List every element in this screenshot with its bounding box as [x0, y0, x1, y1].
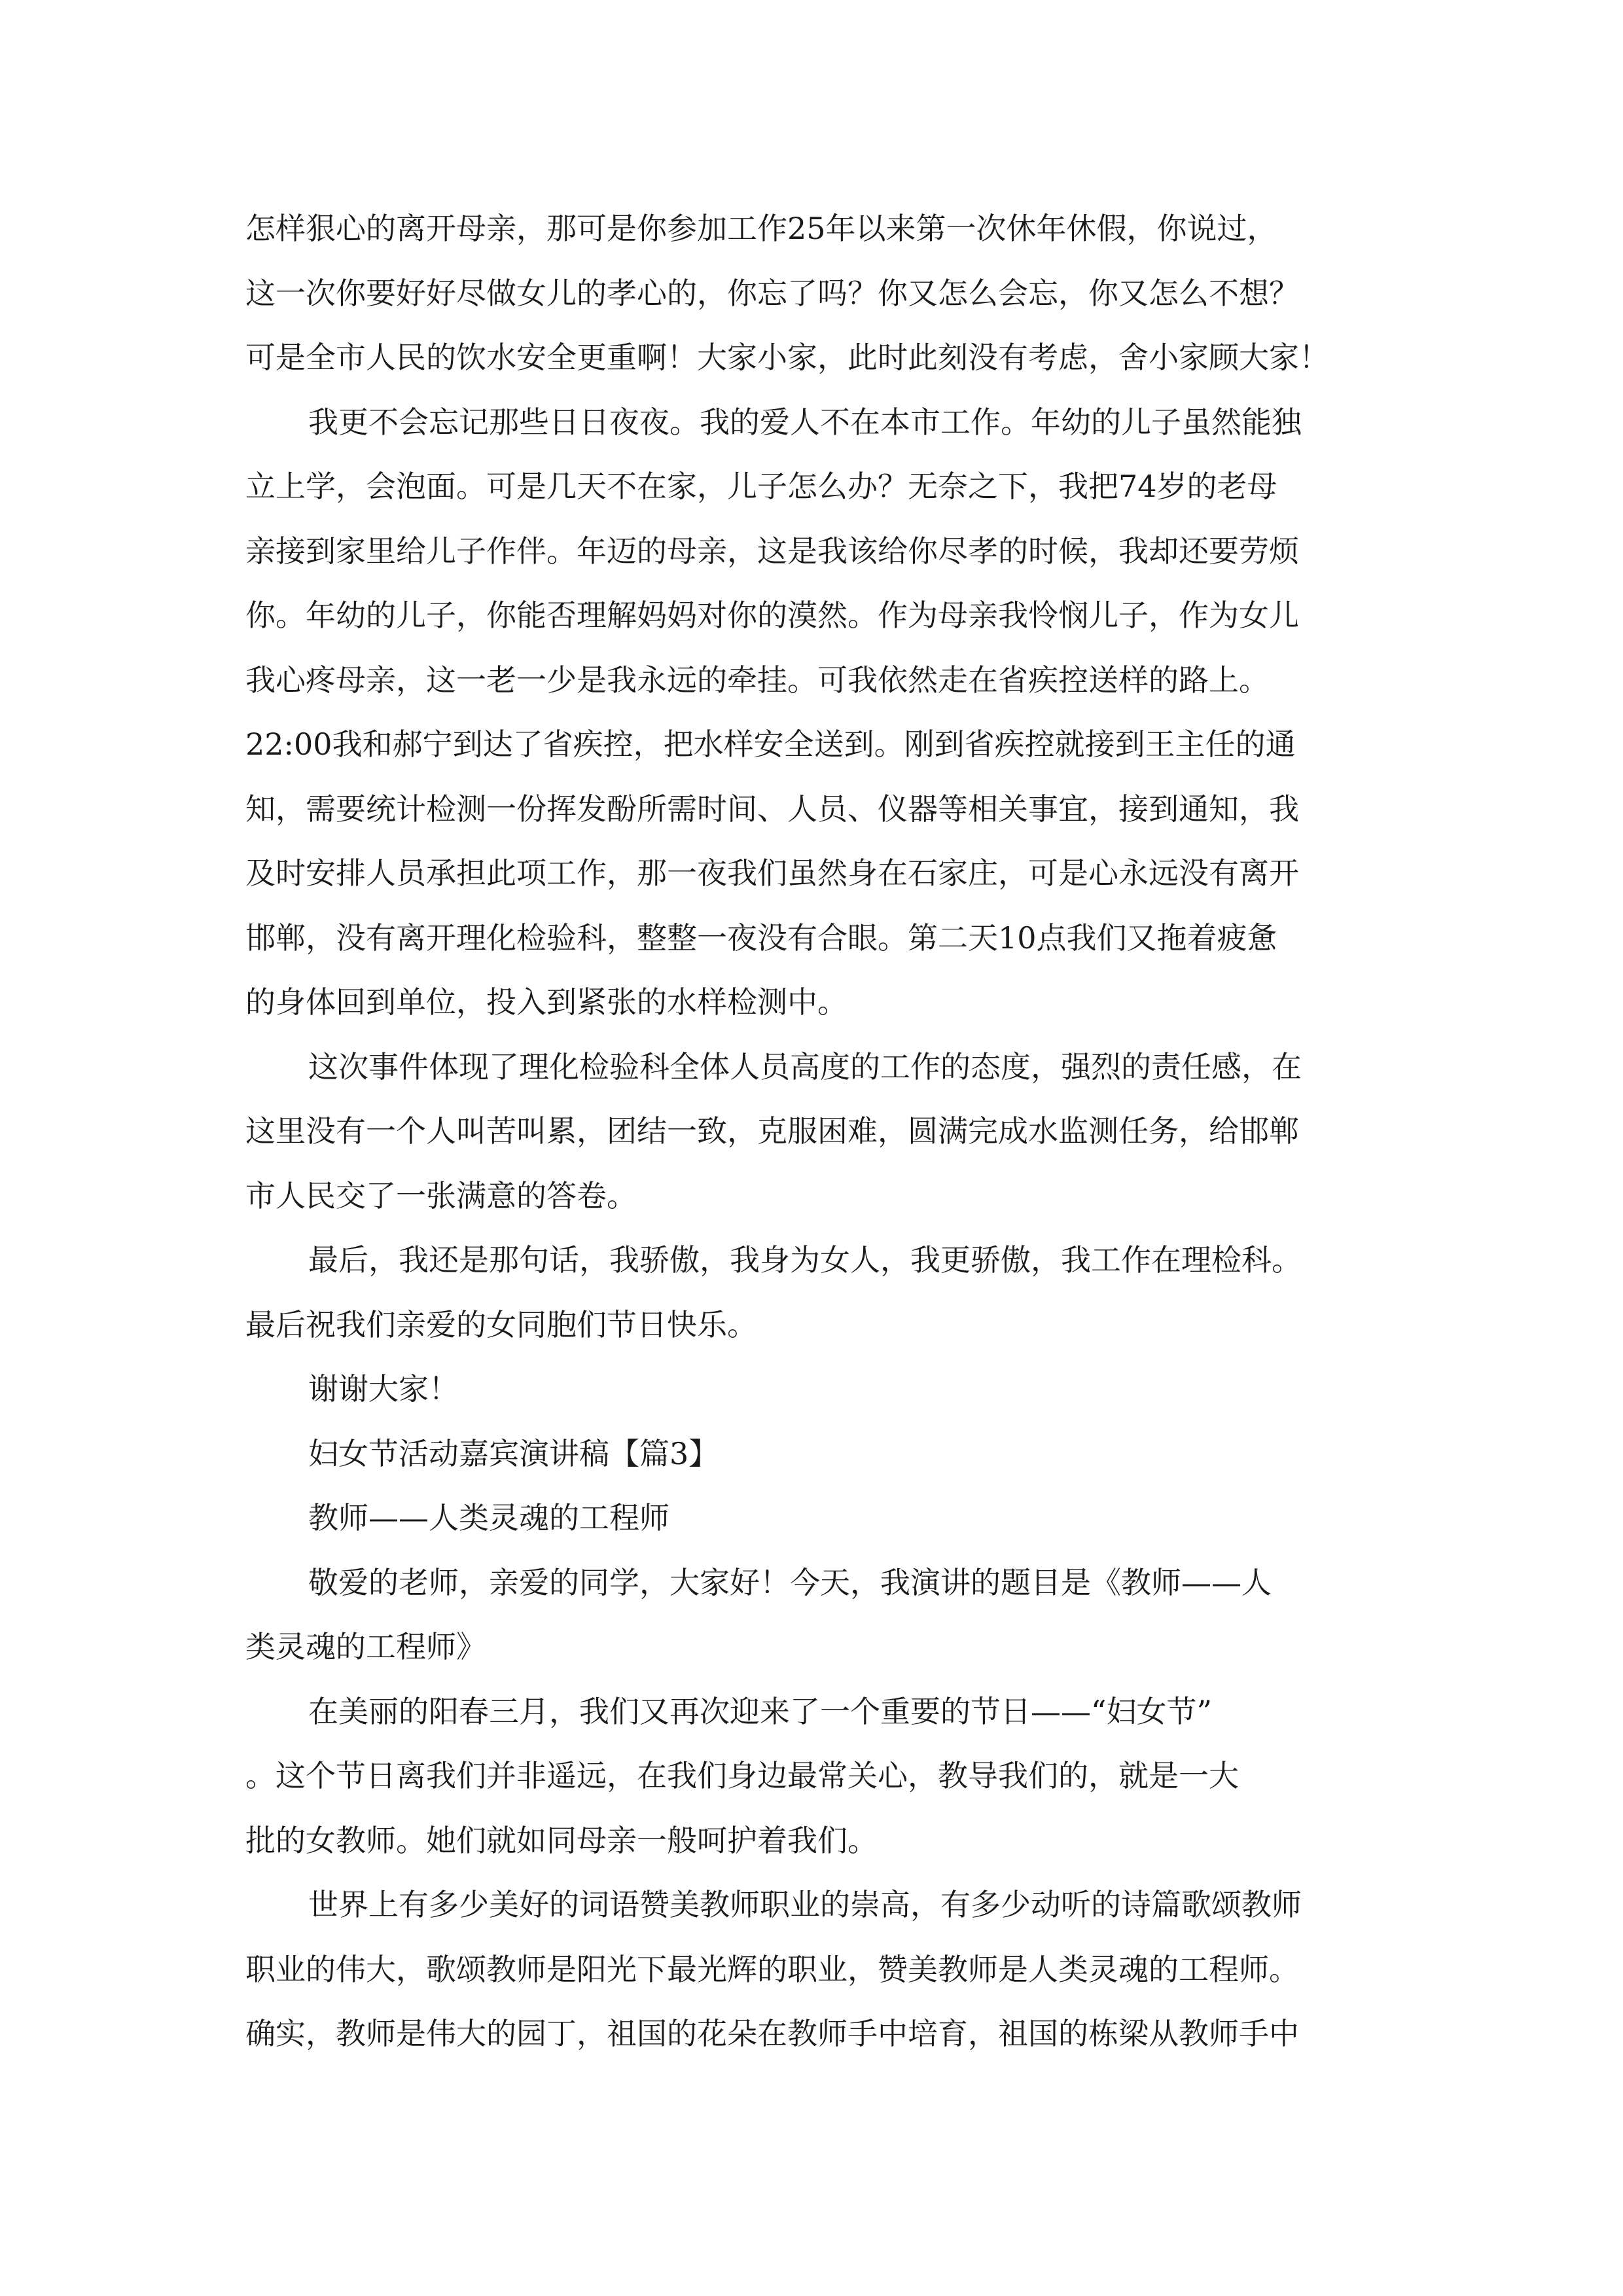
text-line: 你。年幼的儿子，你能否理解妈妈对你的漠然。作为母亲我怜悯儿子，作为女儿 — [245, 598, 1299, 633]
text-line: 批的女教师。她们就如同母亲一般呵护着我们。 — [245, 1822, 878, 1858]
text-line: 妇女节活动嘉宾演讲稿【篇3】 — [308, 1435, 719, 1471]
text-line: 怎样狠心的离开母亲，那可是你参加工作25年以来第一次休年休假，你说过， — [245, 211, 1277, 246]
text-line: 教师——人类灵魂的工程师 — [308, 1500, 669, 1535]
text-line: 我更不会忘记那些日日夜夜。我的爱人不在本市工作。年幼的儿子虽然能独 — [308, 404, 1302, 440]
text-line: 世界上有多少美好的词语赞美教师职业的崇高，有多少动听的诗篇歌颂教师 — [308, 1887, 1302, 1922]
text-line: 及时安排人员承担此项工作，那一夜我们虽然身在石家庄，可是心永远没有离开 — [245, 855, 1299, 891]
text-line: 知，需要统计检测一份挥发酚所需时间、人员、仪器等相关事宜，接到通知，我 — [245, 791, 1299, 827]
text-line: 最后祝我们亲爱的女同胞们节日快乐。 — [245, 1306, 757, 1342]
text-line: 职业的伟大，歌颂教师是阳光下最光辉的职业，赞美教师是人类灵魂的工程师。 — [245, 1951, 1299, 1987]
text-line: 。这个节日离我们并非遥远，在我们身边最常关心，教导我们的，就是一大 — [245, 1758, 1239, 1793]
text-line: 敬爱的老师，亲爱的同学，大家好！今天，我演讲的题目是《教师——人 — [308, 1564, 1272, 1600]
text-line: 这次事件体现了理化检验科全体人员高度的工作的态度，强烈的责任感，在 — [308, 1049, 1302, 1085]
text-line: 确实，教师是伟大的园丁，祖国的花朵在教师手中培育，祖国的栋梁从教师手中 — [245, 2016, 1299, 2051]
text-line: 的身体回到单位，投入到紧张的水样检测中。 — [245, 984, 847, 1020]
text-line: 在美丽的阳春三月，我们又再次迎来了一个重要的节日——“妇女节” — [308, 1693, 1213, 1729]
text-line: 22:00我和郝宁到达了省疾控，把水样安全送到。刚到省疾控就接到王主任的通 — [245, 726, 1296, 762]
text-line: 亲接到家里给儿子作伴。年迈的母亲，这是我该给你尽孝的时候，我却还要劳烦 — [245, 533, 1299, 569]
text-line: 这一次你要好好尽做女儿的孝心的，你忘了吗？你又怎么会忘，你又怎么不想？ — [245, 275, 1299, 311]
text-line: 可是全市人民的饮水安全更重啊！大家小家，此时此刻没有考虑，舍小家顾大家！ — [245, 340, 1329, 375]
text-line: 邯郸，没有离开理化检验科，整整一夜没有合眼。第二天10点我们又拖着疲惫 — [245, 920, 1277, 956]
text-line: 谢谢大家！ — [308, 1371, 459, 1407]
text-line: 立上学，会泡面。可是几天不在家，儿子怎么办？无奈之下，我把74岁的老母 — [245, 469, 1277, 504]
text-line: 最后，我还是那句话，我骄傲，我身为女人，我更骄傲，我工作在理检科。 — [308, 1242, 1302, 1278]
document-body — [245, 196, 1381, 2066]
text-line: 我心疼母亲，这一老一少是我永远的牵挂。可我依然走在省疾控送样的路上。 — [245, 662, 1269, 698]
text-line: 类灵魂的工程师》 — [245, 1629, 486, 1664]
text-line: 市人民交了一张满意的答卷。 — [245, 1177, 637, 1213]
text-line: 这里没有一个人叫苦叫累，团结一致，克服困难，圆满完成水监测任务，给邯郸 — [245, 1113, 1299, 1149]
